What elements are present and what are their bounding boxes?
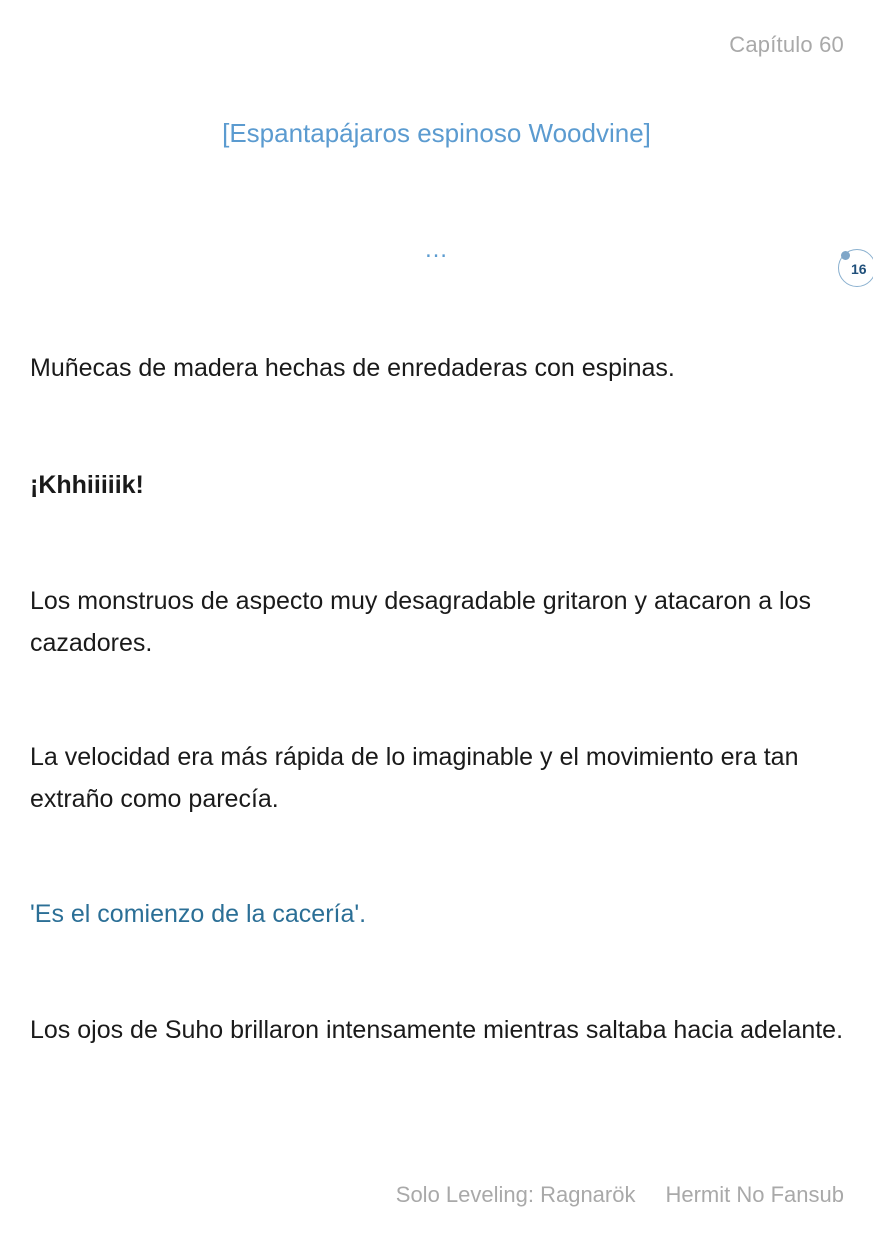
bookmark-dot-icon [841,251,850,260]
paragraph: Muñecas de madera hechas de enredaderas con espinas. [30,354,675,382]
book-title: Solo Leveling: Ragnarök [395,1182,636,1207]
system-message-title: [Espantapájaros espinoso Woodvine] [222,118,651,148]
paragraph: Los monstruos de aspecto muy desagradable gritaron y atacaron a los cazadores. [30,587,812,657]
paragraph-thought: 'Es el comienzo de la cacería'. [30,900,367,928]
paragraph: Los ojos de Suho brillaron intensamente mientras saltaba hacia adelante. [30,1016,844,1044]
page-number: 16 [851,261,867,277]
chapter-header: Capítulo 60 [729,32,844,57]
page-number-badge[interactable] [838,249,873,287]
scene-break-ellipsis: … [424,236,449,263]
paragraph-sound-effect: ¡Khhiiiiik! [30,471,144,499]
page-footer [396,1182,844,1208]
paragraph: La velocidad era más rápida de lo imaginable y el movimiento era tan extraño como parecía. [30,743,799,813]
translator-credit: Hermit No Fansub [665,1182,844,1207]
